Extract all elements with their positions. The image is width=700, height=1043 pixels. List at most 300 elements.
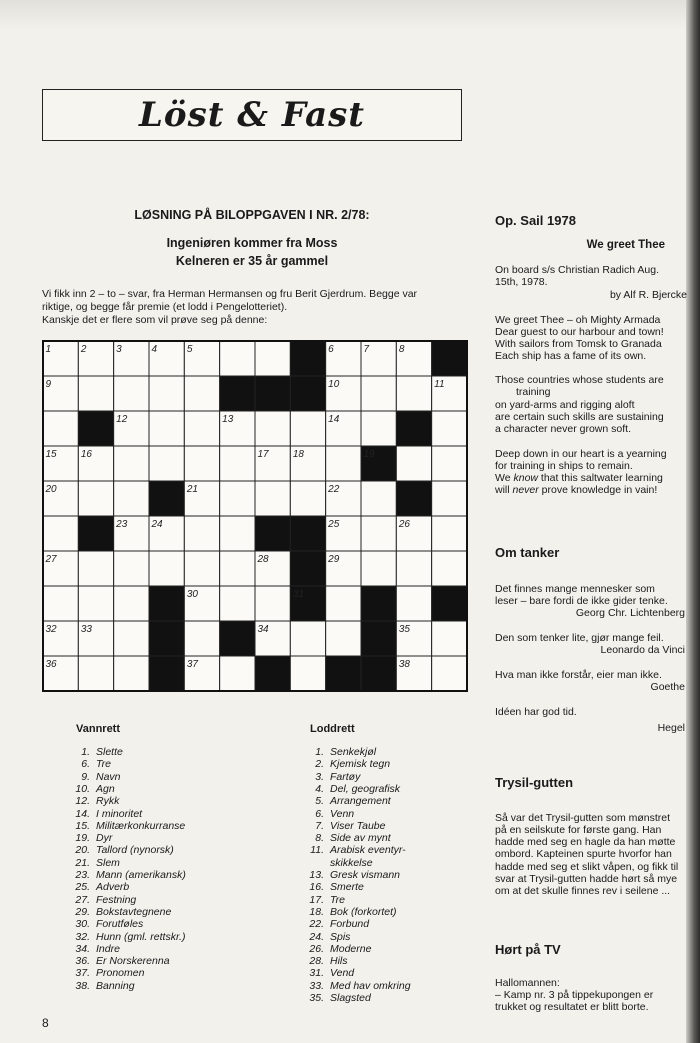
clue-text: Moderne — [330, 942, 372, 955]
clue-number: 10. — [75, 782, 90, 795]
crossword-cell — [396, 586, 431, 621]
crossword-cell — [114, 551, 149, 586]
poem-dedication-1: On board s/s Christian Radich Aug. — [495, 263, 660, 276]
crossword-block — [432, 341, 467, 376]
crossword-block — [220, 621, 255, 656]
crossword-cell — [220, 481, 255, 516]
crossword-grid — [42, 340, 468, 692]
clue-item — [300, 906, 397, 918]
clue-text: Agn — [96, 782, 115, 795]
crossword-number: 19 — [363, 449, 375, 460]
crossword-cell — [290, 411, 325, 446]
quote-line: Hva man ikke forstår, eier man ikke. — [495, 668, 662, 681]
page-number: 8 — [42, 1016, 49, 1030]
crossword-cell — [114, 376, 149, 411]
clue-text: Fartøy — [330, 770, 361, 783]
clue-item — [66, 980, 135, 992]
crossword-cell — [290, 481, 325, 516]
clue-item — [66, 857, 120, 869]
clue-text: Tallord (nynorsk) — [96, 844, 174, 857]
clue-text: Del, geografisk — [330, 782, 401, 795]
crossword-block — [78, 411, 113, 446]
crossword-number: 28 — [257, 554, 269, 565]
crossword-number: 32 — [45, 624, 57, 635]
clue-item — [300, 771, 360, 783]
clue-text: Viser Taube — [330, 819, 386, 832]
clue-item — [300, 943, 371, 955]
clue-item — [300, 894, 345, 906]
clue-number: 5. — [315, 795, 324, 808]
poem-text: will — [495, 483, 513, 496]
clue-number: 23. — [75, 869, 90, 881]
crossword-block — [290, 551, 325, 586]
crossword-cell — [361, 411, 396, 446]
crossword-number: 35 — [398, 624, 410, 635]
crossword-cell — [114, 621, 149, 656]
clue-text: Hils — [330, 955, 348, 968]
clue-number: 1. — [315, 746, 324, 758]
crossword-block — [361, 621, 396, 656]
crossword-number: 5 — [186, 344, 193, 355]
crossword-cell — [432, 551, 467, 586]
clue-text: Senkekjøl — [330, 746, 377, 758]
crossword-block — [290, 516, 325, 551]
crossword-number: 10 — [328, 379, 340, 390]
clue-item — [66, 894, 136, 906]
poem-line: Dear guest to our harbour and town! — [495, 325, 664, 338]
loddrett-heading: Loddrett — [310, 723, 355, 735]
crossword-cell — [43, 586, 78, 621]
clue-text: Kjemisk tegn — [330, 758, 391, 771]
text-line: om at det skulle finnes rev i seilene ... — [495, 885, 671, 898]
crossword-cell — [78, 481, 113, 516]
crossword-cell — [114, 481, 149, 516]
clue-item — [66, 906, 171, 918]
crossword-cell — [396, 446, 431, 481]
intro-line: Kanskje det er flere som vil prøve seg på denne: — [42, 314, 268, 326]
crossword-cell — [78, 656, 113, 691]
clue-item — [66, 808, 142, 820]
crossword-cell — [396, 376, 431, 411]
clue-number: 2. — [315, 758, 324, 771]
crossword-cell — [361, 376, 396, 411]
poem-line — [495, 484, 657, 497]
crossword-block — [149, 481, 184, 516]
crossword-number: 26 — [398, 519, 410, 530]
clue-text: Dyr — [96, 832, 113, 845]
crossword-cell — [184, 376, 219, 411]
clue-number: 36. — [75, 955, 90, 968]
clue-item — [66, 943, 120, 955]
crossword-cell — [396, 551, 431, 586]
crossword-cell — [43, 411, 78, 446]
intro-body — [42, 288, 472, 327]
poem-text: We — [495, 471, 514, 484]
crossword-number: 17 — [257, 449, 269, 460]
crossword-number: 29 — [328, 554, 340, 565]
crossword-cell — [432, 656, 467, 691]
page-edge-shadow — [686, 0, 700, 1043]
crossword-number: 11 — [434, 379, 445, 390]
column-title: Löst & Fast — [139, 95, 365, 135]
poem-emphasis: know — [513, 471, 538, 484]
clue-number: 21. — [75, 856, 90, 869]
clue-number: 7. — [315, 819, 324, 832]
crossword-number: 1 — [45, 344, 52, 355]
clue-number: 16. — [309, 881, 324, 894]
clue-number: 33. — [309, 979, 324, 992]
clue-item — [300, 808, 354, 820]
clue-text: Er Norskerenna — [96, 955, 170, 968]
crossword-block — [361, 586, 396, 621]
intro-subtitle-2: Kelneren er 35 år gammel — [175, 254, 329, 268]
clue-text: Banning — [96, 979, 135, 992]
clue-number: 30. — [75, 918, 90, 931]
text-line: på en seilskute for første gang. Han — [495, 823, 662, 836]
column-header — [42, 89, 462, 141]
clue-text: Venn — [330, 807, 355, 820]
crossword-block — [78, 516, 113, 551]
poem-line: for training in ships to remain. — [495, 459, 633, 472]
quote-author: Hegel — [657, 721, 685, 734]
clue-text: skikkelse — [330, 856, 373, 869]
crossword-number: 31 — [292, 589, 304, 600]
poem-line-text: Those countries whose students are — [495, 373, 664, 386]
crossword-block — [149, 621, 184, 656]
clue-number: 9. — [81, 770, 90, 783]
crossword-cell — [184, 411, 219, 446]
crossword-block — [361, 656, 396, 691]
clue-number: 11. — [310, 844, 324, 857]
text-line: hadde med seg en hagle da han møtte — [495, 836, 676, 849]
crossword-number: 30 — [186, 589, 198, 600]
clue-item — [300, 795, 391, 807]
text-line: hadde med seg et slikt våpen, og fikk til — [495, 860, 679, 873]
clue-text: Slette — [96, 746, 123, 758]
clue-text: Tre — [96, 758, 111, 771]
clue-text: Arabisk eventyr- — [330, 844, 406, 857]
top-shadow — [0, 0, 700, 30]
poem-line: Each ship has a fame of its own. — [495, 349, 647, 362]
clue-item — [66, 918, 143, 930]
crossword-block — [149, 586, 184, 621]
crossword-cell — [149, 551, 184, 586]
clue-number: 18. — [309, 905, 324, 918]
clue-number: 15. — [75, 819, 90, 832]
clue-item — [300, 881, 364, 893]
crossword-number: 13 — [222, 414, 234, 425]
crossword-cell — [43, 516, 78, 551]
clue-text: Smerte — [330, 881, 364, 894]
clue-item — [300, 931, 350, 943]
crossword-cell — [114, 446, 149, 481]
crossword-number: 21 — [186, 484, 198, 495]
crossword-cell — [290, 656, 325, 691]
clue-item — [300, 746, 376, 758]
clue-text: Bok (forkortet) — [330, 905, 397, 918]
clue-text: Slem — [96, 856, 120, 869]
poem-line: Deep down in our heart is a yearning — [495, 447, 667, 460]
clue-number: 14. — [75, 807, 90, 820]
crossword-cell — [149, 411, 184, 446]
clue-number: 6. — [81, 758, 90, 771]
clue-text: Navn — [96, 770, 121, 783]
crossword-cell — [114, 656, 149, 691]
poem-line: a character never grown soft. — [495, 422, 631, 435]
poem-dedication-2: 15th, 1978. — [495, 275, 548, 288]
crossword-cell — [220, 551, 255, 586]
crossword-number: 14 — [328, 414, 340, 425]
poem-line: on yard-arms and rigging aloft — [495, 398, 635, 411]
clue-text: Rykk — [96, 795, 120, 808]
quote-author: Goethe — [650, 680, 685, 693]
clue-text: Pronomen — [96, 967, 145, 980]
crossword-cell — [361, 481, 396, 516]
clue-number: 20. — [75, 844, 90, 857]
crossword-number: 16 — [80, 449, 92, 460]
clue-item — [66, 869, 186, 881]
clue-number: 1. — [81, 746, 90, 758]
crossword-cell — [149, 376, 184, 411]
clue-text: Mann (amerikansk) — [96, 869, 186, 881]
clue-item — [300, 844, 406, 856]
crossword-block — [290, 376, 325, 411]
clue-item — [300, 980, 411, 992]
crossword-number: 36 — [45, 659, 57, 670]
crossword-cell — [184, 446, 219, 481]
clue-text: Slagsted — [330, 992, 371, 1004]
clue-item — [300, 918, 369, 930]
clue-item — [300, 832, 391, 844]
quote-line: leser – bare fordi de ikke gider tenke. — [495, 594, 668, 607]
clue-item — [300, 857, 373, 869]
crossword-cell — [255, 341, 290, 376]
clue-number: 26. — [309, 942, 324, 955]
crossword-cell — [78, 376, 113, 411]
crossword-cell — [255, 411, 290, 446]
crossword-cell — [255, 481, 290, 516]
clue-text: Vend — [330, 967, 355, 980]
clue-text: Arrangement — [330, 795, 391, 808]
crossword-block — [290, 341, 325, 376]
clue-item — [300, 869, 400, 881]
poem-line — [495, 472, 663, 485]
crossword-block — [396, 411, 431, 446]
clue-number: 38. — [75, 979, 90, 992]
clue-number: 28. — [309, 955, 324, 968]
crossword-number: 27 — [45, 554, 57, 565]
text-line: Så var det Trysil-gutten som mønstret — [495, 811, 671, 824]
crossword-cell — [220, 586, 255, 621]
clue-text: Side av mynt — [330, 832, 391, 845]
crossword-cell — [149, 446, 184, 481]
crossword-number: 4 — [151, 344, 158, 355]
clue-number: 13. — [309, 869, 324, 881]
crossword-cell — [220, 516, 255, 551]
crossword-number: 24 — [151, 519, 163, 530]
crossword-number: 3 — [116, 344, 122, 355]
clue-number: 17. — [309, 893, 324, 906]
crossword-cell — [220, 341, 255, 376]
clue-number: 35. — [309, 992, 324, 1004]
crossword-cell — [184, 621, 219, 656]
text-line: – Kamp nr. 3 på tippekupongen er — [495, 988, 654, 1001]
clue-text: Forutføles — [96, 918, 144, 931]
crossword-number: 25 — [328, 519, 340, 530]
crossword-number: 18 — [292, 449, 304, 460]
tv-title: Hørt på TV — [495, 942, 561, 957]
quote-author: Georg Chr. Lichtenberg — [575, 606, 685, 619]
crossword-cell — [432, 446, 467, 481]
clue-text: Adverb — [96, 881, 130, 894]
poem-emphasis: never — [512, 483, 539, 496]
poem-line — [495, 374, 687, 387]
crossword-cell — [326, 446, 361, 481]
opsail-title: Op. Sail 1978 — [495, 213, 576, 228]
crossword-cell — [432, 481, 467, 516]
clue-item — [66, 746, 123, 758]
text-line: trukket og resultatet er blitt borte. — [495, 1001, 649, 1014]
clue-text: Bokstavtegnene — [96, 905, 172, 918]
clue-text: Forbund — [330, 918, 370, 931]
quote-line: Den som tenker lite, gjør mange feil. — [495, 631, 664, 644]
clue-item — [66, 820, 185, 832]
clue-number: 12. — [75, 795, 90, 808]
crossword-block — [149, 656, 184, 691]
clue-item — [66, 832, 112, 844]
crossword-cell — [78, 586, 113, 621]
clue-number: 19. — [75, 832, 90, 845]
crossword-cell — [220, 656, 255, 691]
poem-line: With sailors from Tomsk to Granada — [495, 337, 662, 350]
crossword-number: 2 — [80, 344, 87, 355]
intro-line: riktige, og begge får premie (et lodd i Pengelotteriet). — [42, 301, 288, 313]
crossword-number: 34 — [257, 624, 269, 635]
crossword-number: 38 — [398, 659, 410, 670]
intro-line: Vi fikk inn 2 – to – svar, fra Herman Hermansen og fru Berit Gjerdrum. Begge var — [42, 288, 418, 300]
crossword-cell — [114, 586, 149, 621]
clue-text: Indre — [96, 942, 120, 955]
crossword-cell — [432, 411, 467, 446]
crossword-cell — [432, 516, 467, 551]
clue-text: Tre — [330, 893, 345, 906]
crossword-block — [396, 481, 431, 516]
clue-number: 4. — [315, 782, 324, 795]
clue-item — [300, 783, 400, 795]
crossword-cell — [220, 446, 255, 481]
clue-item — [66, 844, 174, 856]
clue-text: Med hav omkring — [330, 979, 411, 992]
clue-item — [300, 967, 354, 979]
crossword-block — [255, 656, 290, 691]
crossword-cell — [361, 516, 396, 551]
clue-item — [66, 955, 170, 967]
crossword-block — [220, 376, 255, 411]
crossword-number: 20 — [45, 484, 57, 495]
clue-text: Festning — [96, 893, 137, 906]
intro-subtitle-1: Ingeniøren kommer fra Moss — [166, 236, 338, 250]
crossword-block — [255, 376, 290, 411]
clue-text: Spis — [330, 930, 351, 943]
crossword-cell — [184, 551, 219, 586]
clue-number: 37. — [75, 967, 90, 980]
poem-line: We greet Thee – oh Mighty Armada — [495, 313, 661, 326]
crossword-number: 8 — [398, 344, 405, 355]
crossword-number: 15 — [45, 449, 57, 460]
omtanker-title: Om tanker — [495, 545, 560, 560]
clue-text: I minoritet — [96, 807, 143, 820]
clue-number: 8. — [315, 832, 324, 845]
clue-number: 29. — [75, 905, 90, 918]
clue-item — [300, 820, 385, 832]
crossword-number: 22 — [328, 484, 340, 495]
crossword-cell — [290, 621, 325, 656]
clue-item — [66, 771, 121, 783]
clue-number: 6. — [315, 807, 324, 820]
poem-line: training — [516, 385, 551, 398]
clue-item — [66, 795, 119, 807]
crossword-cell — [432, 621, 467, 656]
poem-text: prove knowledge in vain! — [538, 483, 658, 496]
crossword-number: 9 — [45, 379, 52, 390]
quote-line: Det finnes mange mennesker som — [495, 582, 655, 595]
quote-line: Idéen har god tid. — [495, 705, 577, 718]
vannrett-heading: Vannrett — [76, 723, 121, 735]
crossword-cell — [78, 551, 113, 586]
crossword-cell — [326, 586, 361, 621]
clue-number: 31. — [309, 967, 324, 980]
crossword-number: 23 — [116, 519, 128, 530]
crossword-block — [255, 516, 290, 551]
clue-item — [66, 931, 185, 943]
crossword-number: 7 — [363, 344, 370, 355]
crossword-block — [432, 586, 467, 621]
clue-number: 27. — [75, 893, 90, 906]
trysil-title: Trysil-gutten — [495, 775, 574, 790]
crossword-number: 12 — [116, 414, 128, 425]
clue-item — [66, 758, 111, 770]
clue-item — [300, 955, 348, 967]
clue-text: Hunn (gml. rettskr.) — [96, 930, 186, 943]
crossword-cell — [255, 586, 290, 621]
text-line: svar at Trysil-gutten hadde hørt så mye — [495, 873, 678, 885]
clue-item — [300, 758, 390, 770]
crossword-cell — [326, 621, 361, 656]
clue-number: 22. — [309, 918, 324, 931]
crossword-number: 37 — [186, 659, 198, 670]
clue-text: Gresk vismann — [330, 869, 401, 881]
crossword-cell — [361, 551, 396, 586]
clue-number: 25. — [75, 881, 90, 894]
crossword-number: 33 — [80, 624, 92, 635]
quote-author: Leonardo da Vinci — [600, 643, 685, 656]
clue-item — [66, 881, 129, 893]
intro-title: LØSNING PÅ BILOPPGAVEN I NR. 2/78: — [134, 208, 370, 222]
clue-item — [300, 992, 371, 1004]
text-line: Hallomannen: — [495, 976, 560, 989]
clue-text: Militærkonkurranse — [96, 819, 186, 832]
poem-title: We greet Thee — [586, 239, 665, 251]
poem-text: that this saltwater learning — [538, 471, 663, 484]
poem-line: are certain such skills are sustaining — [495, 410, 664, 423]
clue-item — [66, 967, 144, 979]
clue-item — [66, 783, 115, 795]
clue-number: 32. — [75, 930, 90, 943]
text-line: ombord. Kapteinen spurte hvorfor han — [495, 848, 672, 861]
clue-number: 34. — [75, 942, 90, 955]
clue-number: 3. — [315, 770, 324, 783]
crossword-block — [326, 656, 361, 691]
